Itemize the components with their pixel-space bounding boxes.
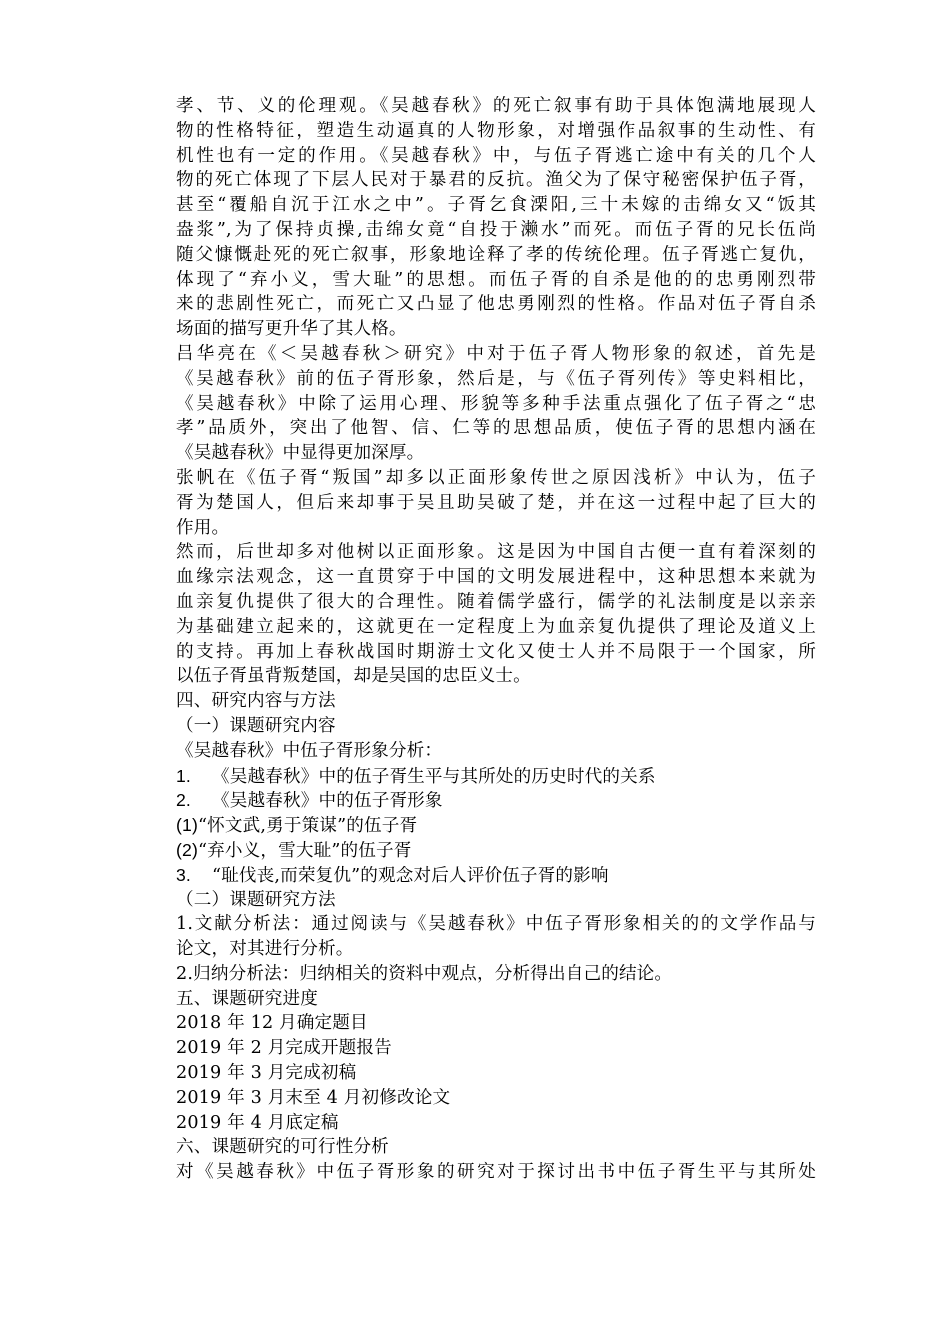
text-line: 论文，对其进行分析。 <box>176 939 354 960</box>
method-2: 2.归纳分析法：归纳相关的资料中观点，分析得出自己的结论。 <box>176 963 673 984</box>
text-line: 甚至“覆船自沉于江水之中”。子胥乞食溧阳,三十未嫁的击绵女又“饭其 <box>176 195 816 216</box>
text-line: 1.文献分析法：通过阅读与《吴越春秋》中伍子胥形象相关的的文学作品与 <box>176 914 816 935</box>
section-heading: 四、研究内容与方法 <box>176 691 336 712</box>
text-line: 《吴越春秋》中除了运用心理、形貌等多种手法重点强化了伍子胥之“忠 <box>176 393 816 414</box>
text-line: 吕华亮在《＜吴越春秋＞研究》中对于伍子胥人物形象的叙述，首先是 <box>176 343 816 364</box>
text-line: 盎浆”,为了保持贞操,击绵女竟“自投于濑水”而死。而伍子胥的兄长伍尚 <box>176 219 816 240</box>
list-item <box>176 863 816 888</box>
text-line: 来的悲剧性死亡，而死亡又凸显了他忠勇刚烈的性格。作品对伍子胥自杀 <box>176 294 816 315</box>
paragraph-1 <box>176 94 816 342</box>
schedule-list <box>176 1011 816 1135</box>
section-heading: 六、课题研究的可行性分析 <box>176 1137 389 1158</box>
text-line: 对《吴越春秋》中伍子胥形象的研究对于探讨出书中伍子胥生平与其所处 <box>176 1162 816 1183</box>
text-line: 作用。 <box>176 517 230 538</box>
list-number: 1. <box>176 765 191 786</box>
list-item <box>176 764 816 789</box>
list-item <box>176 813 816 838</box>
text-line: 血亲复仇提供了很大的合理性。随着儒学盛行，儒学的礼法制度是以亲亲 <box>176 591 816 612</box>
paragraph-2 <box>176 342 816 466</box>
text-line: 场面的描写更升华了其人格。 <box>176 319 407 340</box>
schedule-item: 2019 年 3 月末至 4 月初修改论文 <box>176 1087 451 1108</box>
text-line: 胥为楚国人，但后来却事于吴且助吴破了楚，并在这一过程中起了巨大的 <box>176 492 816 513</box>
text-line: 然而，后世却多对他树以正面形象。这是因为中国自古便一直有着深刻的 <box>176 542 816 563</box>
numbered-list <box>176 764 816 888</box>
analysis-heading: 《吴越春秋》中伍子胥形象分析： <box>176 740 443 761</box>
text-line: 张帆在《伍子胥“叛国”却多以正面形象传世之原因浅析》中认为，伍子 <box>176 467 816 488</box>
method-1 <box>176 912 816 962</box>
section-heading: 五、课题研究进度 <box>176 988 318 1009</box>
list-text: “弃小义，雪大耻”的伍子胥 <box>198 840 412 861</box>
schedule-item: 2019 年 2 月完成开题报告 <box>176 1038 392 1059</box>
schedule-item: 2018 年 12 月确定题目 <box>176 1013 368 1034</box>
list-number: 2. <box>176 790 191 811</box>
list-number: (2) <box>176 839 198 860</box>
text-line: 的支持。再加上春秋战国时期游士文化又使士人并不局限于一个国家，所 <box>176 641 816 662</box>
text-line: 为基础建立起来的，这就更在一定程度上为血亲复仇提供了理论及道义上 <box>176 616 816 637</box>
text-line: 孝、节、义的伦理观。《吴越春秋》的死亡叙事有助于具体饱满地展现人 <box>176 96 816 116</box>
text-line: 血缘宗法观念，这一直贯穿于中国的文明发展进程中，这种思想本来就为 <box>176 567 816 588</box>
text-line: 物的死亡体现了下层人民对于暴君的反抗。渔父为了保守秘密保护伍子胥， <box>176 170 816 191</box>
text-line: 体现了“弃小义，雪大耻”的思想。而伍子胥的自杀是他的的忠勇刚烈带 <box>176 269 816 290</box>
list-text: “怀文武,勇于策谋”的伍子胥 <box>198 816 418 837</box>
list-number: (1) <box>176 815 198 836</box>
list-text: “耻伐丧,而荣复仇”的观念对后人评价伍子胥的影响 <box>212 865 609 886</box>
subsection-heading: （二）课题研究方法 <box>176 889 336 910</box>
text-line: 机性也有一定的作用。《吴越春秋》中，与伍子胥逃亡途中有关的几个人 <box>176 145 816 166</box>
text-line: 以伍子胥虽背叛楚国，却是吴国的忠臣义士。 <box>176 666 531 687</box>
text-line: 孝”品质外，突出了他智、信、仁等的思想品质，使伍子胥的思想内涵在 <box>176 418 816 439</box>
schedule-item: 2019 年 3 月完成初稿 <box>176 1063 357 1084</box>
text-line: 《吴越春秋》前的伍子胥形象，然后是，与《伍子胥列传》等史料相比， <box>176 368 816 389</box>
text-line: 随父慷慨赴死的死亡叙事，形象地诠释了孝的传统伦理。伍子胥逃亡复仇， <box>176 244 816 265</box>
list-text: 《吴越春秋》中的伍子胥形象 <box>212 791 443 812</box>
text-line: 物的性格特征，塑造生动逼真的人物形象，对增强作品叙事的生动性、有 <box>176 120 816 141</box>
subsection-heading: （一）课题研究内容 <box>176 715 336 736</box>
document-body <box>176 94 816 1185</box>
list-item <box>176 788 816 813</box>
list-number: 3. <box>176 864 191 885</box>
paragraph-3 <box>176 466 816 540</box>
list-item <box>176 838 816 863</box>
list-text: 《吴越春秋》中的伍子胥生平与其所处的历史时代的关系 <box>212 766 656 787</box>
schedule-item: 2019 年 4 月底定稿 <box>176 1112 339 1133</box>
text-line: 《吴越春秋》中显得更加深厚。 <box>176 443 425 464</box>
paragraph-4 <box>176 540 816 689</box>
